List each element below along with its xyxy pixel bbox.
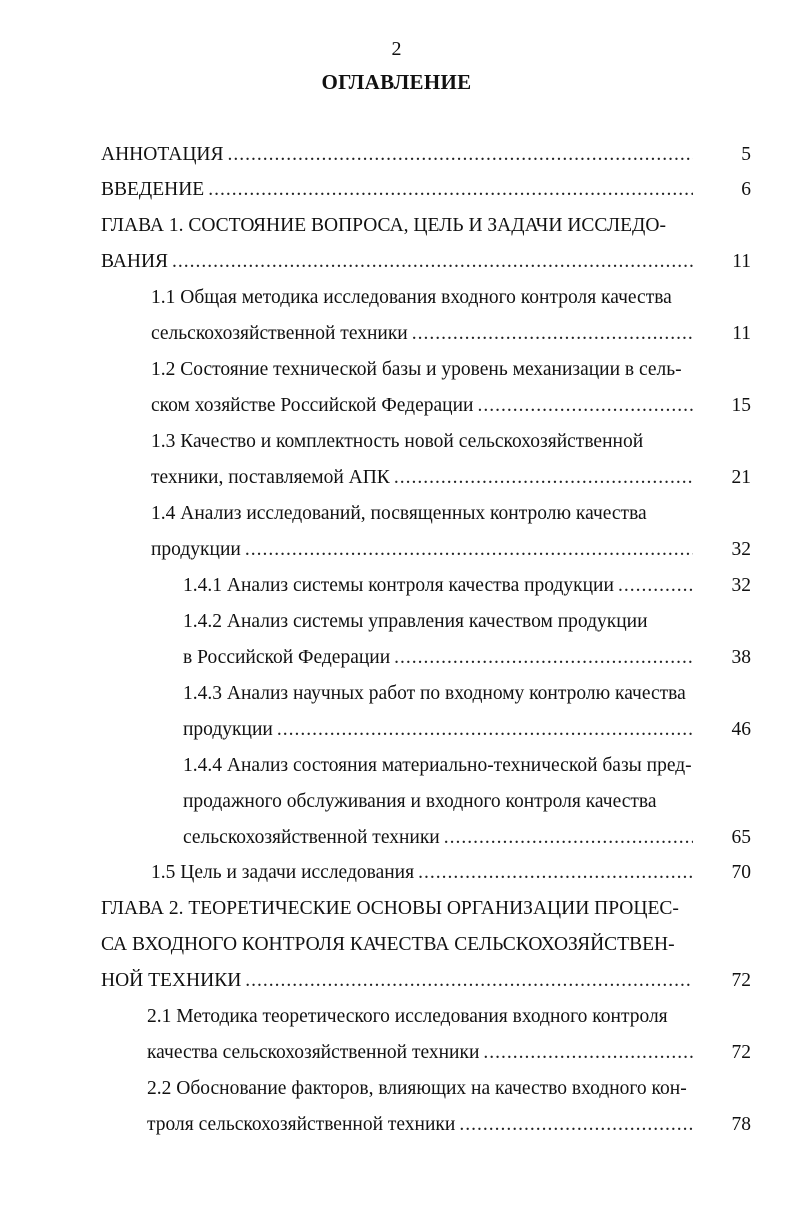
toc-entry-label: троля сельскохозяйственной техники (147, 1114, 456, 1135)
toc-entry-label: 1.5 Цель и задачи исследования (151, 862, 415, 883)
toc-entry-label: ском хозяйстве Российской Федерации (151, 395, 474, 416)
toc-page-number: 11 (732, 251, 751, 272)
dot-leader (245, 966, 693, 996)
toc-entry-chapter-2-line2[interactable]: СА ВХОДНОГО КОНТРОЛЯ КАЧЕСТВА СЕЛЬСКОХОЗЯЙСТВЕН- (101, 934, 675, 955)
toc-entry-introduction[interactable] (101, 175, 751, 205)
toc-page-number: 72 (731, 970, 751, 991)
toc-entry-1-4-2[interactable] (183, 643, 751, 673)
toc-entry-1-4-1[interactable] (183, 571, 751, 601)
toc-entry-label: качества сельскохозяйственной техники (147, 1042, 480, 1063)
dot-leader (483, 1038, 693, 1068)
toc-entry-1-4-line1[interactable]: 1.4 Анализ исследований, посвященных контролю качества (151, 503, 647, 524)
dot-leader (394, 463, 693, 493)
toc-page-number: 32 (731, 539, 751, 560)
toc-entry-1-3-line1[interactable]: 1.3 Качество и комплектность новой сельскохозяйственной (151, 431, 644, 452)
toc-entry-label: НОЙ ТЕХНИКИ (101, 970, 242, 991)
toc-entry-label: сельскохозяйственной техники (151, 323, 408, 344)
toc-entry-label: ВВЕДЕНИЕ (101, 179, 205, 200)
toc-page-number: 72 (731, 1042, 751, 1063)
toc-entry-1-5[interactable] (151, 858, 751, 888)
toc-entry-1-1-line1[interactable]: 1.1 Общая методика исследования входного контроля качества (151, 287, 672, 308)
toc-entry-1-4-4[interactable] (183, 823, 751, 853)
toc-entry-1-4[interactable] (151, 535, 751, 565)
dot-leader (245, 535, 693, 565)
toc-entry-1-2[interactable] (151, 391, 751, 421)
dot-leader (172, 247, 693, 277)
page-title: ОГЛАВЛЕНИЕ (321, 70, 472, 94)
toc-page-number: 6 (741, 179, 751, 200)
dot-leader (459, 1110, 693, 1140)
toc-entry-2-1-line1[interactable]: 2.1 Методика теоретического исследования входного контроля (147, 1006, 668, 1027)
page-number: 2 (391, 38, 402, 60)
toc-entry-label: сельскохозяйственной техники (183, 827, 440, 848)
toc-entry-2-2[interactable] (147, 1110, 751, 1140)
toc-entry-label: 1.4.1 Анализ системы контроля качества продукции (183, 575, 614, 596)
toc-entry-1-4-4-line1[interactable]: 1.4.4 Анализ состояния материально-технической базы пред- (183, 755, 692, 776)
toc-entry-chapter-1[interactable] (101, 247, 751, 277)
dot-leader (444, 823, 693, 853)
toc-entry-1-3[interactable] (151, 463, 751, 493)
toc-entry-2-2-line1[interactable]: 2.2 Обоснование факторов, влияющих на качество входного кон- (147, 1078, 687, 1099)
toc-page-number: 32 (731, 575, 751, 596)
toc-entry-label: техники, поставляемой АПК (151, 467, 390, 488)
dot-leader (418, 858, 693, 888)
toc-entry-label: в Российской Федерации (183, 647, 391, 668)
toc-entry-annotation[interactable] (101, 140, 751, 170)
toc-page-number: 38 (731, 647, 751, 668)
toc-page-number: 15 (731, 395, 751, 416)
dot-leader (277, 715, 693, 745)
toc-entry-label: АННОТАЦИЯ (101, 144, 224, 165)
toc-entry-chapter-2[interactable] (101, 966, 751, 996)
toc-entry-label: ВАНИЯ (101, 251, 169, 272)
toc-entry-1-4-2-line1[interactable]: 1.4.2 Анализ системы управления качеством продукции (183, 611, 648, 632)
dot-leader (412, 319, 693, 349)
dot-leader (208, 175, 693, 205)
toc-page-number: 70 (731, 862, 751, 883)
toc-page-number: 46 (731, 719, 751, 740)
dot-leader (477, 391, 693, 421)
toc-page-number: 78 (731, 1114, 751, 1135)
toc-entry-1-1[interactable] (151, 319, 751, 349)
toc-entry-1-4-3-line1[interactable]: 1.4.3 Анализ научных работ по входному контролю качества (183, 683, 686, 704)
toc-entry-label: продукции (183, 719, 273, 740)
toc-entry-1-4-4-line2[interactable]: продажного обслуживания и входного контроля качества (183, 791, 657, 812)
dot-leader (228, 140, 693, 170)
toc-entry-1-4-3[interactable] (183, 715, 751, 745)
dot-leader (618, 571, 693, 601)
toc-page-number: 21 (731, 467, 751, 488)
toc-page-number: 65 (731, 827, 751, 848)
toc-entry-1-2-line1[interactable]: 1.2 Состояние технической базы и уровень механизации в сель- (151, 359, 682, 380)
toc-entry-2-1[interactable] (147, 1038, 751, 1068)
toc-entry-label: продукции (151, 539, 241, 560)
toc-entry-chapter-2-line1[interactable]: ГЛАВА 2. ТЕОРЕТИЧЕСКИЕ ОСНОВЫ ОРГАНИЗАЦИИ ПРОЦЕС- (101, 898, 679, 919)
dot-leader (394, 643, 693, 673)
toc-entry-chapter-1-line1[interactable]: ГЛАВА 1. СОСТОЯНИЕ ВОПРОСА, ЦЕЛЬ И ЗАДАЧИ ИССЛЕДО- (101, 215, 666, 236)
toc-page-number: 11 (732, 323, 751, 344)
toc-page-number: 5 (741, 144, 751, 165)
